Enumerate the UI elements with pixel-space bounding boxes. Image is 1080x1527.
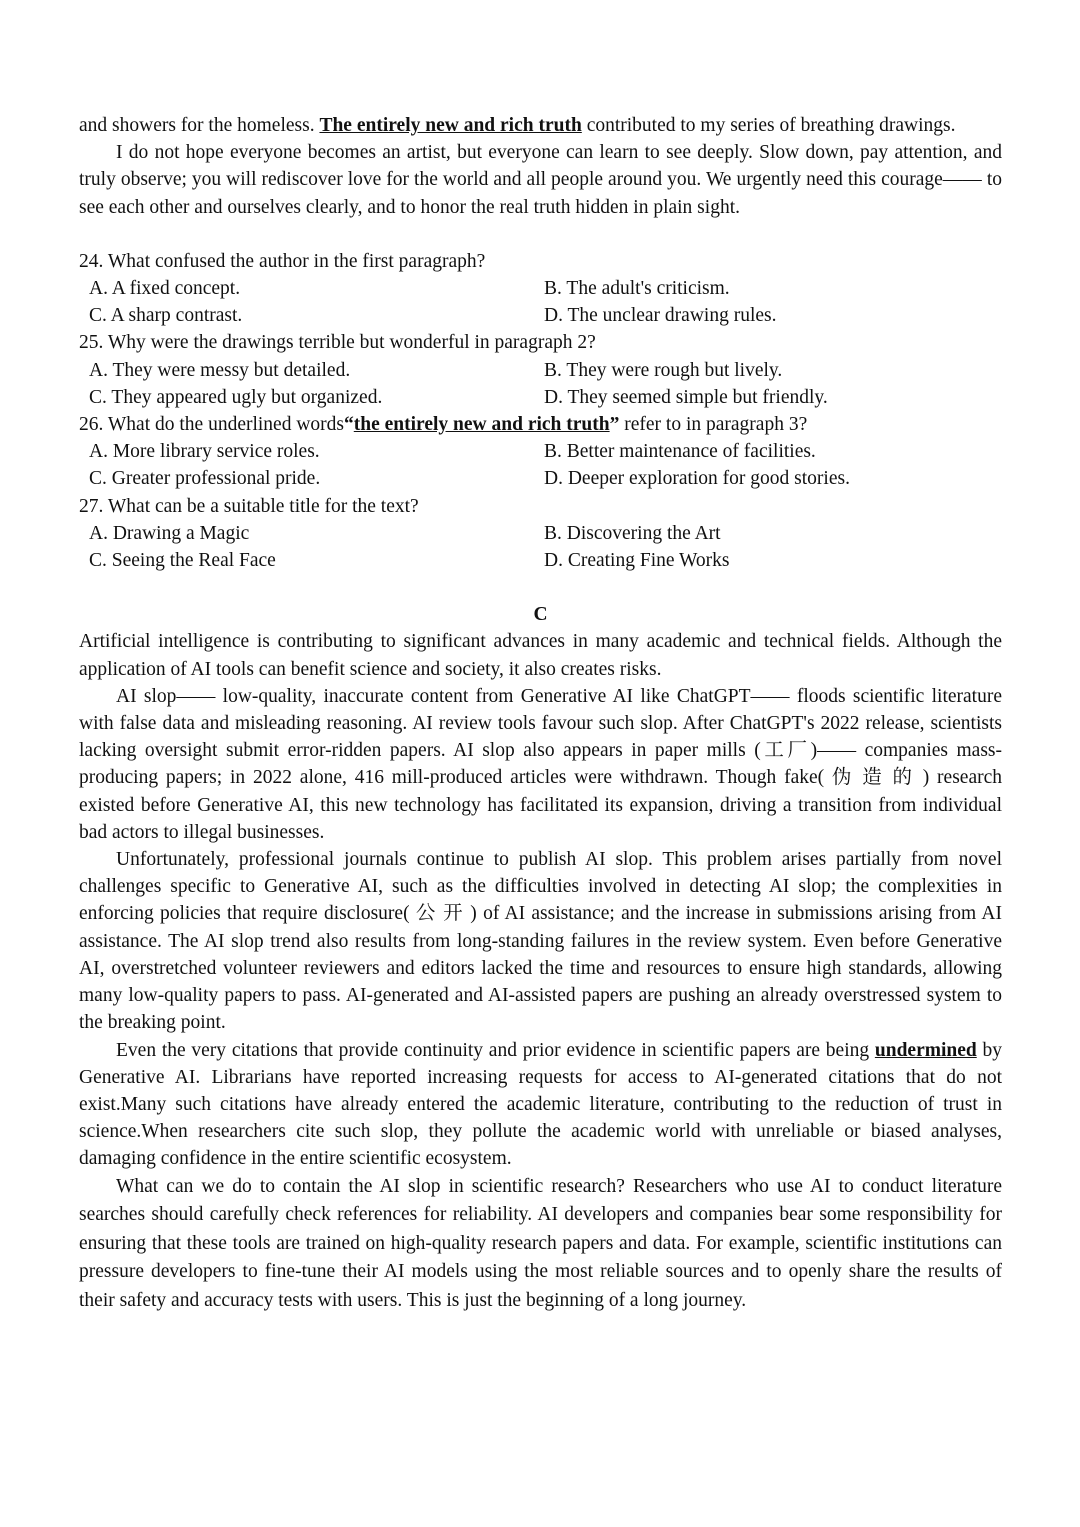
option-b: B. The adult's criticism.: [544, 278, 730, 300]
options-grid: [79, 275, 1002, 329]
question-27: [79, 493, 1002, 575]
passage-b-final-paragraph: I do not hope everyone becomes an artist, but everyone can learn to see deeply. Slow down, pay attention, and truly observe; you will rediscover love for the world and all people around you. We urgently need this courage—— to see each other and ourselves clearly, and to honor the real truth hidden in plain sight.: [79, 142, 1002, 218]
passage-c-paragraph-2: AI slop—— low-quality, inaccurate content from Generative AI like ChatGPT—— floods scientific literature with false data and misleading reasoning. AI review tools favour such slop. After ChatGPT's 2022 release, scientists lacking oversight submit error-ridden papers. AI slop also appears in paper mills (工厂)—— companies mass-producing papers; in 2022 alone, 416 mill-produced articles were withdrawn. Though fake( 伪 造 的 ) research existed before Generative AI, this new technology has facilitated its expansion, driving a transition from individual bad actors to illegal businesses.: [79, 685, 1002, 843]
underlined-word: undermined: [874, 1039, 977, 1061]
passage-c-paragraph-3: Unfortunately, professional journals continue to publish AI slop. This problem arises partially from novel challenges specific to Generative AI, such as the difficulties involved in detecting AI slop; the complexities in enforcing policies that require disclosure( 公 开 ) of AI assistance; and the increase in submissions arising from AI assistance. The AI slop trend also results from long-standing failures in the review system. Even before Generative AI, overstretched volunteer reviewers and editors lacked the time and resources to ensure high standards, allowing many low-quality papers to pass. AI-generated and AI-assisted papers are pushing an already overstressed system to the breaking point.: [79, 849, 1002, 1034]
passage-b-closing-paragraph: [79, 112, 1002, 139]
text-span: by Generative AI. Librarians have reported increasing requests for access to AI-generated citations that do not exist.Many such citations have already entered the academic literature, contributing to the reduction of trust in science.When researchers cite such slop, they pollute the academic world with unreliable or biased analyses, damaging confidence in the entire scientific ecosystem.: [79, 1039, 1002, 1170]
question-25: [79, 329, 1002, 411]
options-grid: [79, 520, 1002, 574]
text-span: and showers for the homeless.: [79, 115, 320, 136]
question-stem: 24. What confused the author in the first paragraph?: [79, 250, 486, 272]
question-stem: 27. What can be a suitable title for the text?: [79, 495, 419, 517]
section-title: C: [533, 604, 548, 626]
option-a: A. They were messy but detailed.: [89, 359, 351, 381]
quote-mark: ”: [609, 414, 620, 436]
text-span: 26. What do the underlined words: [79, 414, 345, 436]
options-grid: [79, 438, 1002, 492]
option-d: D. The unclear drawing rules.: [544, 305, 777, 327]
option-b: B. Discovering the Art: [544, 522, 721, 544]
exam-page: [79, 112, 1002, 1315]
option-c: C. Greater professional pride.: [89, 468, 321, 490]
text-span: refer to in paragraph 3?: [619, 414, 808, 436]
passage-c-paragraph-1: Artificial intelligence is contributing to significant advances in many academic and technical fields. Although the application of AI tools can benefit science and society, it also creates risks.: [79, 631, 1002, 680]
text-span: contributed to my series of breathing drawings.: [581, 115, 956, 136]
passage-c-paragraph-4: [79, 1037, 1002, 1173]
spacer: [79, 574, 1002, 601]
option-d: D. Deeper exploration for good stories.: [544, 468, 850, 490]
option-c: C. Seeing the Real Face: [89, 550, 276, 572]
passage-c-paragraph-5-wrap: [79, 1173, 1002, 1316]
option-a: A. A fixed concept.: [89, 278, 241, 300]
question-24: [79, 248, 1002, 330]
options-grid: [79, 357, 1002, 411]
underlined-phrase: the entirely new and rich truth: [353, 414, 610, 436]
option-b: B. Better maintenance of facilities.: [544, 441, 816, 463]
option-c: C. They appeared ugly but organized.: [89, 386, 383, 408]
option-a: A. More library service roles.: [89, 441, 320, 463]
question-stem: [79, 411, 1002, 438]
spacer: [79, 221, 1002, 248]
question-26: [79, 411, 1002, 493]
question-stem: 25. Why were the drawings terrible but wonderful in paragraph 2?: [79, 332, 596, 354]
option-c: C. A sharp contrast.: [89, 305, 243, 327]
text-span: Even the very citations that provide continuity and prior evidence in scientific papers are being: [116, 1039, 875, 1061]
option-a: A. Drawing a Magic: [89, 522, 250, 544]
option-d: D. Creating Fine Works: [544, 550, 730, 572]
underlined-phrase: The entirely new and rich truth: [319, 115, 582, 136]
option-d: D. They seemed simple but friendly.: [544, 386, 828, 408]
quote-mark: “: [344, 414, 354, 436]
option-b: B. They were rough but lively.: [544, 359, 783, 381]
passage-c-paragraph-5: What can we do to contain the AI slop in scientific research? Researchers who use AI to conduct literature searches should carefully check references for reliability. AI developers and companies bear some responsibility for ensuring that these tools are trained on high-quality research papers and data. For example, scientific institutions can pressure developers to fine-tune their AI models using the most reliable sources and to openly share the results of their safety and accuracy tests with users. This is just the beginning of a long journey.: [79, 1175, 1002, 1311]
